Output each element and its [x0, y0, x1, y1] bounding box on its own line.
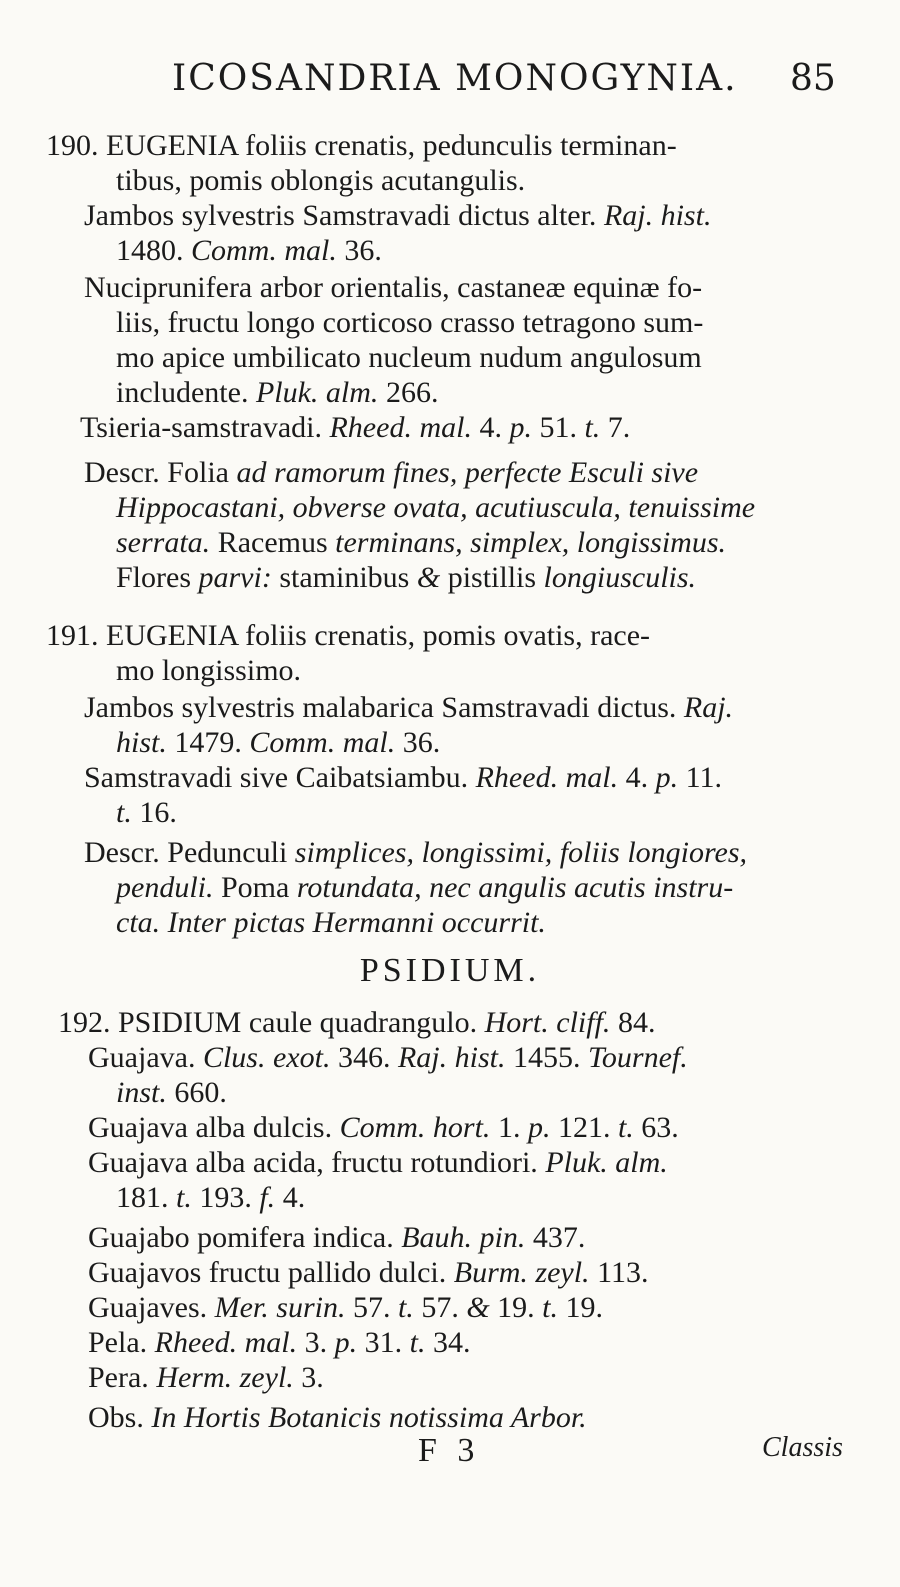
roman-text: 36. [395, 726, 441, 759]
text-line [116, 525, 726, 561]
italic-text: Raj. hist. [603, 199, 712, 232]
italic-text: longiusculis. [543, 561, 697, 594]
text-line [116, 905, 546, 941]
italic-text: t. [176, 1181, 192, 1214]
roman-text: 192. PSIDIUM caule quadrangulo. [58, 1006, 485, 1039]
text-line [116, 1075, 227, 1111]
catchword: Classis [762, 1432, 843, 1463]
italic-text: Raj. [683, 691, 734, 724]
italic-text: Raj. hist. [397, 1041, 506, 1074]
italic-text: Mer. surin. [214, 1291, 346, 1324]
roman-text: 121. [550, 1111, 618, 1144]
roman-text: liis, fructu longo corticoso crasso tetragono sum- [116, 306, 704, 339]
text-line [46, 618, 650, 654]
roman-text: Jambos sylvestris Samstravadi dictus alter. [84, 199, 604, 232]
italic-text: inst. [116, 1076, 167, 1109]
roman-text: mo apice umbilicato nucleum nudum angulosum [116, 341, 702, 374]
italic-text: p. [334, 1326, 358, 1359]
italic-text: Burm. zeyl. [453, 1256, 590, 1289]
italic-text: p. [509, 411, 532, 444]
roman-text: 1479. [166, 726, 250, 759]
roman-text: 193. [191, 1181, 260, 1214]
italic-text: t. [584, 411, 601, 444]
italic-text: Hippocastani, obverse ovata, acutiuscula, tenuissime [116, 491, 756, 524]
page-number: 85 [790, 58, 836, 99]
italic-text: serrata. [116, 526, 211, 559]
roman-text: Guajava alba acida, fructu rotundiori. [88, 1146, 546, 1179]
roman-text: 57. [413, 1291, 467, 1324]
text-line [88, 1145, 668, 1181]
roman-text: Nuciprunifera arbor orientalis, castaneæ equinæ fo- [84, 271, 703, 304]
roman-text: 346. [330, 1041, 398, 1074]
text-line [84, 760, 722, 796]
italic-text: Hort. cliff. [484, 1006, 611, 1039]
italic-text: hist. [116, 726, 167, 759]
roman-text: Racemus [210, 526, 336, 559]
roman-text: tibus, pomis oblongis acutangulis. [116, 164, 526, 197]
roman-text: Guajava alba dulcis. [88, 1111, 340, 1144]
italic-text: & [416, 561, 441, 594]
roman-text: 266. [378, 376, 439, 409]
italic-text: Herm. zeyl. [156, 1361, 294, 1394]
text-line [88, 1110, 679, 1146]
roman-text: 191. EUGENIA foliis crenatis, pomis ovatis, race- [46, 619, 651, 652]
text-line [88, 1040, 688, 1076]
roman-text: Guajaves. [88, 1291, 215, 1324]
italic-text: t. [116, 796, 132, 829]
roman-text: staminibus [271, 561, 417, 594]
italic-text: Tournef. [587, 1041, 688, 1074]
roman-text: Descr. Folia [84, 456, 237, 489]
text-line [84, 455, 698, 491]
text-line [116, 233, 382, 269]
italic-text: f. [259, 1181, 276, 1214]
text-line [116, 653, 301, 689]
italic-text: Rheed. mal. [154, 1326, 298, 1359]
roman-text: pistillis [440, 561, 544, 594]
roman-text: includente. [116, 376, 256, 409]
roman-text: 63. [633, 1111, 679, 1144]
roman-text: 437. [525, 1221, 586, 1254]
italic-text: parvi: [198, 561, 272, 594]
roman-text: Guajabo pomifera indica. [88, 1221, 402, 1254]
italic-text: t. [542, 1291, 558, 1324]
roman-text: 51. [531, 411, 585, 444]
roman-text: 113. [589, 1256, 649, 1289]
text-line [88, 1255, 648, 1291]
italic-text: rotundata, nec angulis acutis instru- [296, 871, 734, 904]
italic-text: Pluk. alm. [255, 376, 379, 409]
roman-text: Flores [116, 561, 199, 594]
text-line [84, 270, 702, 306]
roman-text: Jambos sylvestris malabarica Samstravadi dictus. [84, 691, 684, 724]
roman-text: 19. [558, 1291, 603, 1324]
text-line [88, 1325, 470, 1361]
italic-text: Pluk. alm. [545, 1146, 668, 1179]
italic-text: terminans, simplex, longissimus. [335, 526, 726, 559]
roman-text: 31. [357, 1326, 410, 1359]
roman-text: mo longissimo. [116, 654, 302, 687]
italic-text: p. [655, 761, 679, 794]
roman-text: 181. [116, 1181, 176, 1214]
text-line [88, 1360, 324, 1396]
roman-text: Pela. [88, 1326, 155, 1359]
text-line [116, 795, 177, 831]
roman-text: 11. [678, 761, 722, 794]
roman-text: 4. [275, 1181, 306, 1214]
text-line [84, 690, 733, 726]
roman-text: Samstravadi sive Caibatsiambu. [84, 761, 476, 794]
italic-text: ad ramorum fines, perfecte Esculi sive [236, 456, 699, 489]
text-line [84, 835, 747, 871]
roman-text: Obs. [88, 1401, 152, 1434]
text-line [116, 725, 440, 761]
roman-text: Pera. [88, 1361, 157, 1394]
roman-text: 4. [471, 411, 510, 444]
italic-text: t. [617, 1111, 634, 1144]
roman-text: 1. [490, 1111, 528, 1144]
roman-text: Guajava. [88, 1041, 203, 1074]
text-line [116, 870, 733, 906]
roman-text: 34. [425, 1326, 471, 1359]
roman-text: 19. [489, 1291, 543, 1324]
italic-text: Comm. mal. [191, 234, 337, 267]
text-line [116, 490, 755, 526]
italic-text: Bauh. pin. [401, 1221, 526, 1254]
signature-mark: F 3 [418, 1432, 481, 1469]
roman-text: 3. [297, 1326, 335, 1359]
roman-text: Poma [213, 871, 297, 904]
genus-heading: PSIDIUM. [359, 952, 541, 989]
roman-text: 36. [336, 234, 382, 267]
italic-text: & [466, 1291, 490, 1324]
roman-text: 4. [618, 761, 656, 794]
roman-text: 190. EUGENIA foliis crenatis, pedunculis terminan- [46, 129, 677, 162]
text-line [116, 375, 438, 411]
text-line [116, 340, 702, 376]
italic-text: penduli. [116, 871, 214, 904]
roman-text: 16. [131, 796, 177, 829]
roman-text: 1480. [116, 234, 191, 267]
italic-text: t. [397, 1291, 414, 1324]
text-line [116, 1180, 305, 1216]
text-line [116, 560, 696, 596]
italic-text: p. [527, 1111, 551, 1144]
running-header [0, 58, 900, 108]
roman-text: Guajavos fructu pallido dulci. [88, 1256, 454, 1289]
roman-text: 1455. [505, 1041, 588, 1074]
italic-text: Comm. hort. [339, 1111, 491, 1144]
italic-text: Clus. exot. [202, 1041, 331, 1074]
italic-text: Comm. mal. [249, 726, 396, 759]
italic-text: simplices, longissimi, foliis longiores, [294, 836, 748, 869]
text-line [88, 1220, 585, 1256]
text-line [84, 198, 711, 234]
italic-text: t. [409, 1326, 426, 1359]
text-line [116, 163, 525, 199]
text-line [116, 305, 703, 341]
roman-text: Descr. Pedunculi [84, 836, 295, 869]
text-line [80, 410, 630, 446]
roman-text: 57. [345, 1291, 398, 1324]
text-line [58, 1005, 655, 1041]
roman-text: 7. [600, 411, 631, 444]
italic-text: In Hortis Botanicis notissima Arbor. [151, 1401, 587, 1434]
text-line [88, 1290, 603, 1326]
text-line [88, 1400, 587, 1436]
roman-text: 84. [610, 1006, 656, 1039]
roman-text: 660. [166, 1076, 227, 1109]
italic-text: Rheed. mal. [475, 761, 619, 794]
roman-text: Tsieria-samstravadi. [80, 411, 330, 444]
running-title: ICOSANDRIA MONOGYNIA. [172, 58, 738, 99]
italic-text: Rheed. mal. [329, 411, 472, 444]
roman-text: 3. [293, 1361, 324, 1394]
italic-text: cta. Inter pictas Hermanni occurrit. [116, 906, 546, 939]
text-line [46, 128, 677, 164]
